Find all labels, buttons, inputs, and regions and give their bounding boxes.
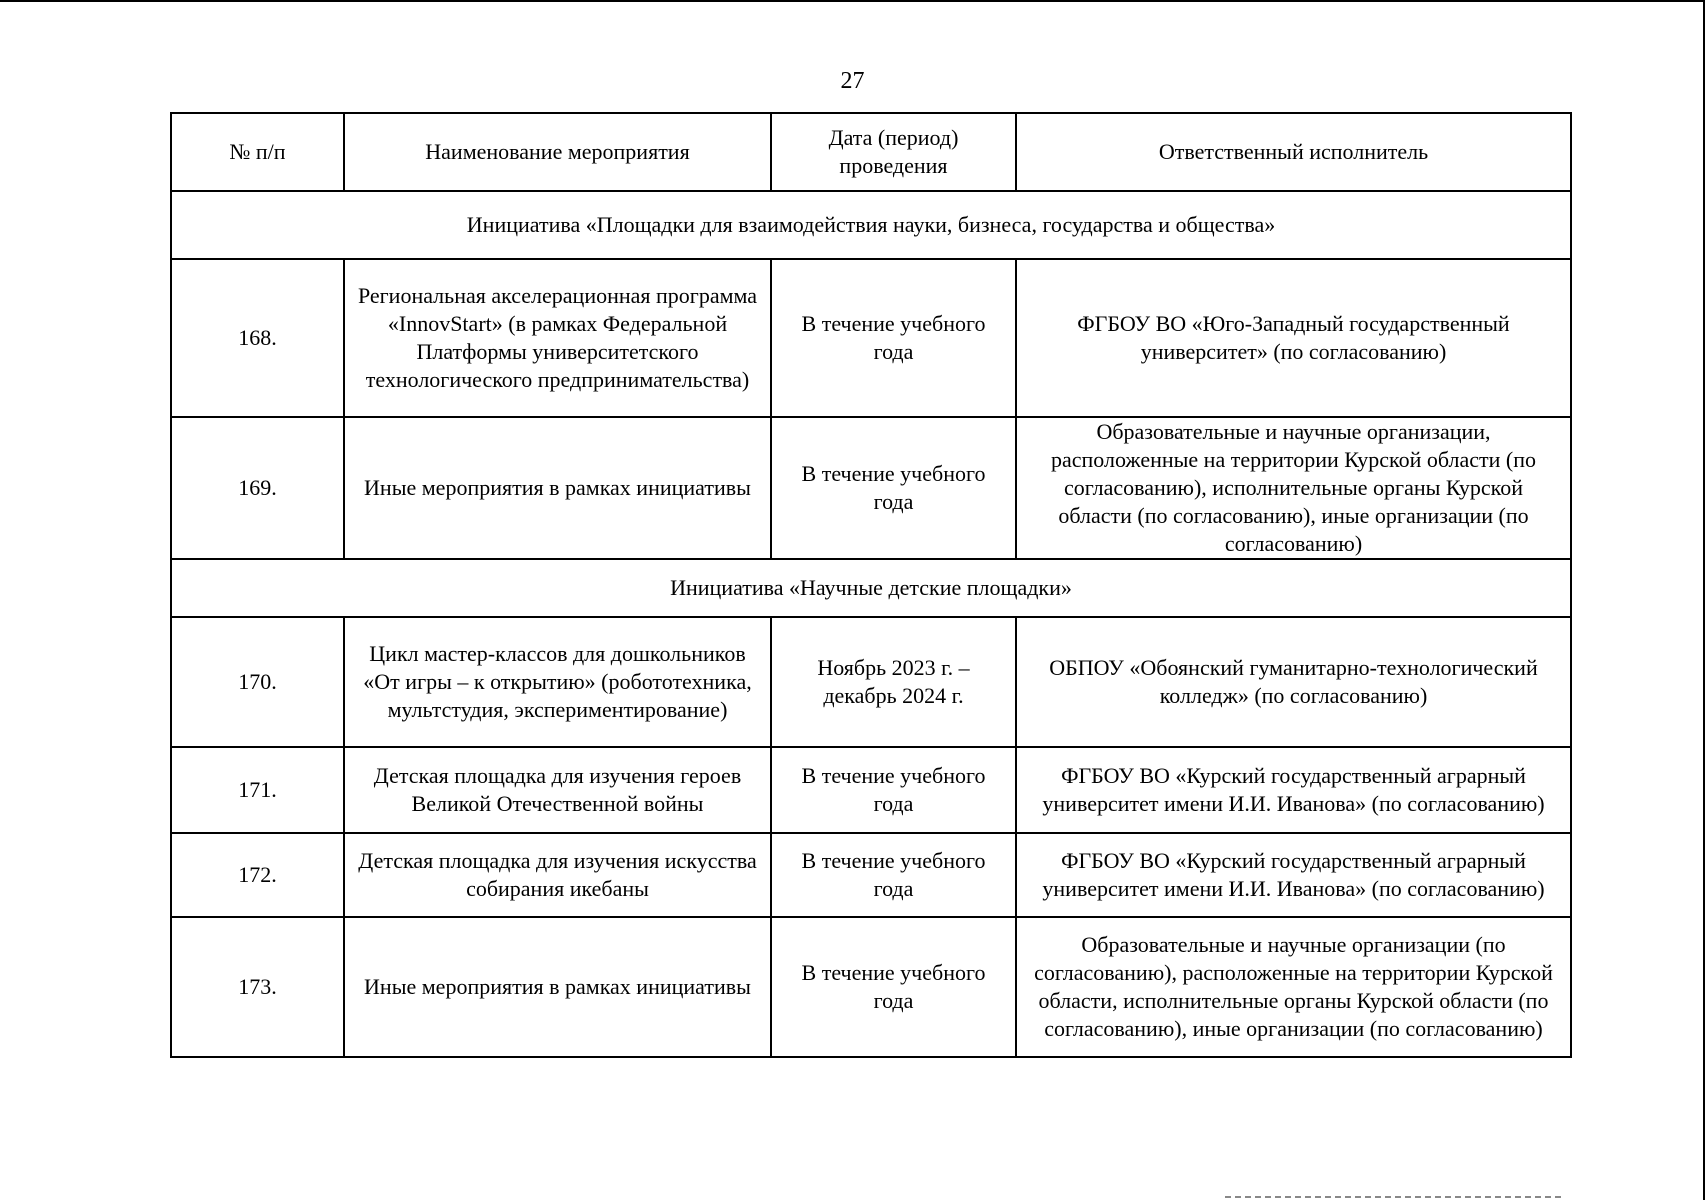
row-num: 172. [171, 833, 344, 917]
row-date: В течение учебного года [771, 747, 1016, 833]
row-date: В течение учебного года [771, 259, 1016, 417]
section-row [171, 559, 1571, 617]
row-num: 169. [171, 417, 344, 559]
header-num: № п/п [171, 113, 344, 191]
row-responsible: ФГБОУ ВО «Курский государственный аграрный университет имени И.И. Иванова» (по согласованию) [1016, 747, 1571, 833]
row-date: В течение учебного года [771, 917, 1016, 1057]
row-responsible: ОБПОУ «Обоянский гуманитарно-технологический колледж» (по согласованию) [1016, 617, 1571, 747]
row-num: 170. [171, 617, 344, 747]
table-row [171, 259, 1571, 417]
row-date: Ноябрь 2023 г. – декабрь 2024 г. [771, 617, 1016, 747]
table-row [171, 747, 1571, 833]
row-num: 171. [171, 747, 344, 833]
row-responsible: ФГБОУ ВО «Курский государственный аграрный университет имени И.И. Иванова» (по согласованию) [1016, 833, 1571, 917]
row-date: В течение учебного года [771, 833, 1016, 917]
row-name: Региональная акселерационная программа «InnovStart» (в рамках Федеральной Платформы университетского технологического предпринимательства) [344, 259, 771, 417]
row-num: 168. [171, 259, 344, 417]
scan-edge-mark [1225, 1196, 1565, 1198]
table-header-row [171, 113, 1571, 191]
section-title: Инициатива «Научные детские площадки» [171, 559, 1571, 617]
header-name: Наименование мероприятия [344, 113, 771, 191]
table-row [171, 833, 1571, 917]
row-date: В течение учебного года [771, 417, 1016, 559]
table-row [171, 617, 1571, 747]
header-date: Дата (период) проведения [771, 113, 1016, 191]
row-name: Иные мероприятия в рамках инициативы [344, 917, 771, 1057]
section-title: Инициатива «Площадки для взаимодействия науки, бизнеса, государства и общества» [171, 191, 1571, 259]
row-name: Детская площадка для изучения искусства собирания икебаны [344, 833, 771, 917]
page-number: 27 [840, 68, 865, 94]
row-name: Детская площадка для изучения героев Великой Отечественной войны [344, 747, 771, 833]
row-responsible: Образовательные и научные организации, расположенные на территории Курской области (по согласованию), исполнительные органы Курской области (по согласованию), иные организации (по согласованию) [1016, 417, 1571, 559]
row-num: 173. [171, 917, 344, 1057]
section-row [171, 191, 1571, 259]
row-responsible: Образовательные и научные организации (по согласованию), расположенные на территории Курской области, исполнительные органы Курской области (по согласованию), иные организации (по согласованию) [1016, 917, 1571, 1057]
row-name: Иные мероприятия в рамках инициативы [344, 417, 771, 559]
events-table [170, 112, 1572, 1058]
table-row [171, 417, 1571, 559]
row-responsible: ФГБОУ ВО «Юго-Западный государственный университет» (по согласованию) [1016, 259, 1571, 417]
table-row [171, 917, 1571, 1057]
header-responsible: Ответственный исполнитель [1016, 113, 1571, 191]
row-name: Цикл мастер-классов для дошкольников «От игры – к открытию» (робототехника, мультстудия, экспериментирование) [344, 617, 771, 747]
